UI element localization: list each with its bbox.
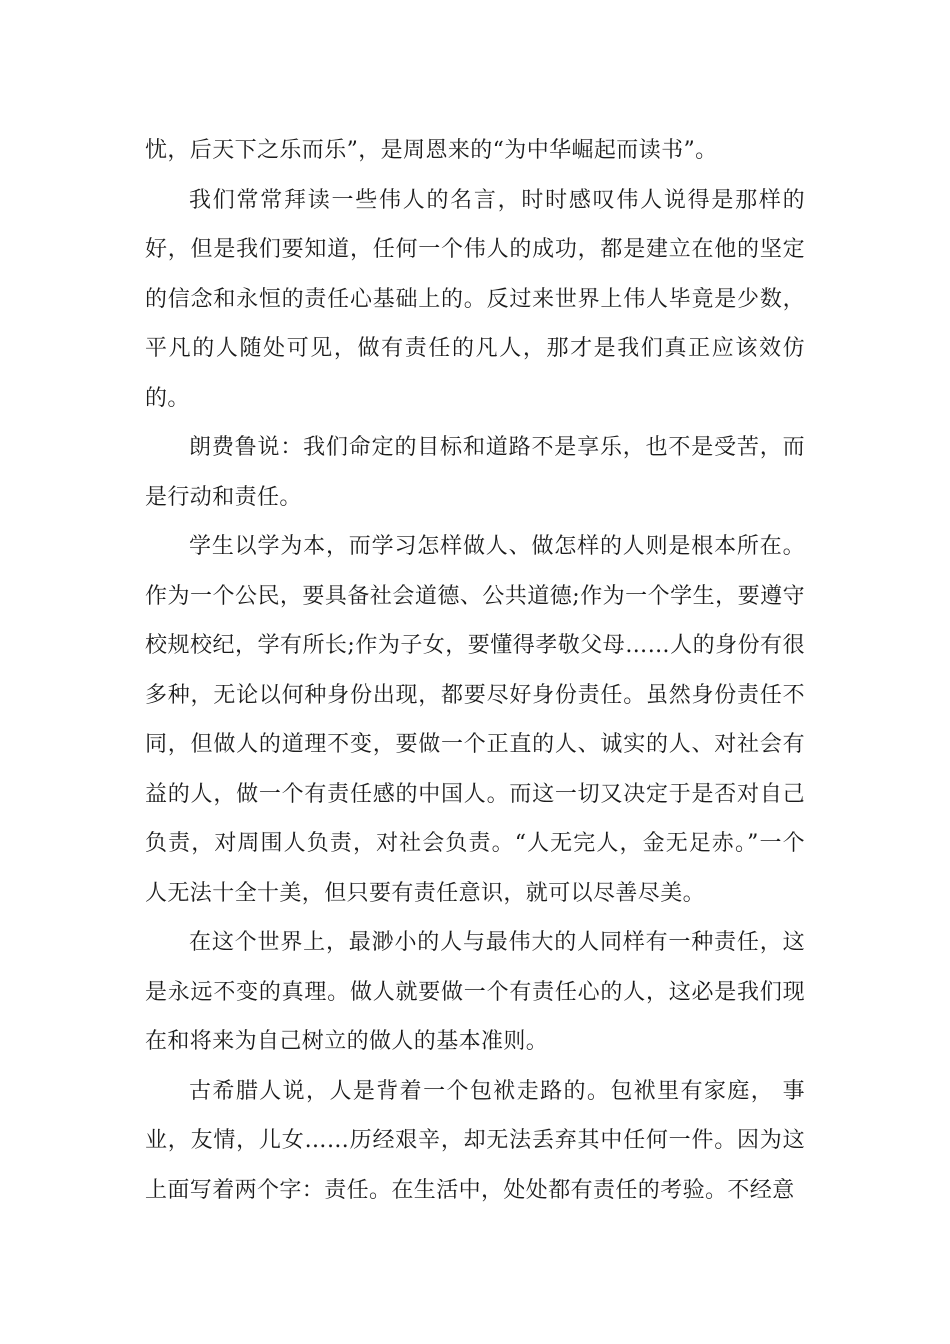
paragraph-4: 学生以学为本，而学习怎样做人、做怎样的人则是根本所在。作为一个公民，要具备社会道德、公共道德;作为一个学生，要遵守校规校纪，学有所长;作为子女，要懂得孝敬父母……人的身份有很多种，无论以何种身份出现，都要尽好身份责任。虽然身份责任不同，但做人的道理不变，要做一个正直的人、诚实的人、对社会有益的人，做一个有责任感的中国人。而这一切又决定于是否对自己负责，对周围人负责，对社会负责。“人无完人，金无足赤。”一个人无法十全十美，但只要有责任意识，就可以尽善尽美。 xyxy=(145,534,805,906)
document-body xyxy=(145,126,805,1215)
paragraph-6: 古希腊人说，人是背着一个包袱走路的。包袱里有家庭， 事业，友情，儿女……历经艰辛，却无法丢弃其中任何一件。因为这上面写着两个字：责任。在生活中，处处都有责任的考验。不经意 xyxy=(145,1078,805,1203)
paragraph-3: 朗费鲁说：我们命定的目标和道路不是享乐，也不是受苦，而是行动和责任。 xyxy=(145,435,805,510)
paragraph-5: 在这个世界上，最渺小的人与最伟大的人同样有一种责任，这是永远不变的真理。做人就要做一个有责任心的人，这必是我们现在和将来为自己树立的做人的基本准则。 xyxy=(145,930,805,1054)
paragraph-2: 我们常常拜读一些伟人的名言，时时感叹伟人说得是那样的好，但是我们要知道，任何一个伟人的成功，都是建立在他的坚定的信念和永恒的责任心基础上的。反过来世界上伟人毕竟是少数，平凡的人随处可见，做有责任的凡人，那才是我们真正应该效仿的。 xyxy=(145,187,805,411)
paragraph-1: 忧，后天下之乐而乐”，是周恩来的“为中华崛起而读书”。 xyxy=(145,138,718,163)
